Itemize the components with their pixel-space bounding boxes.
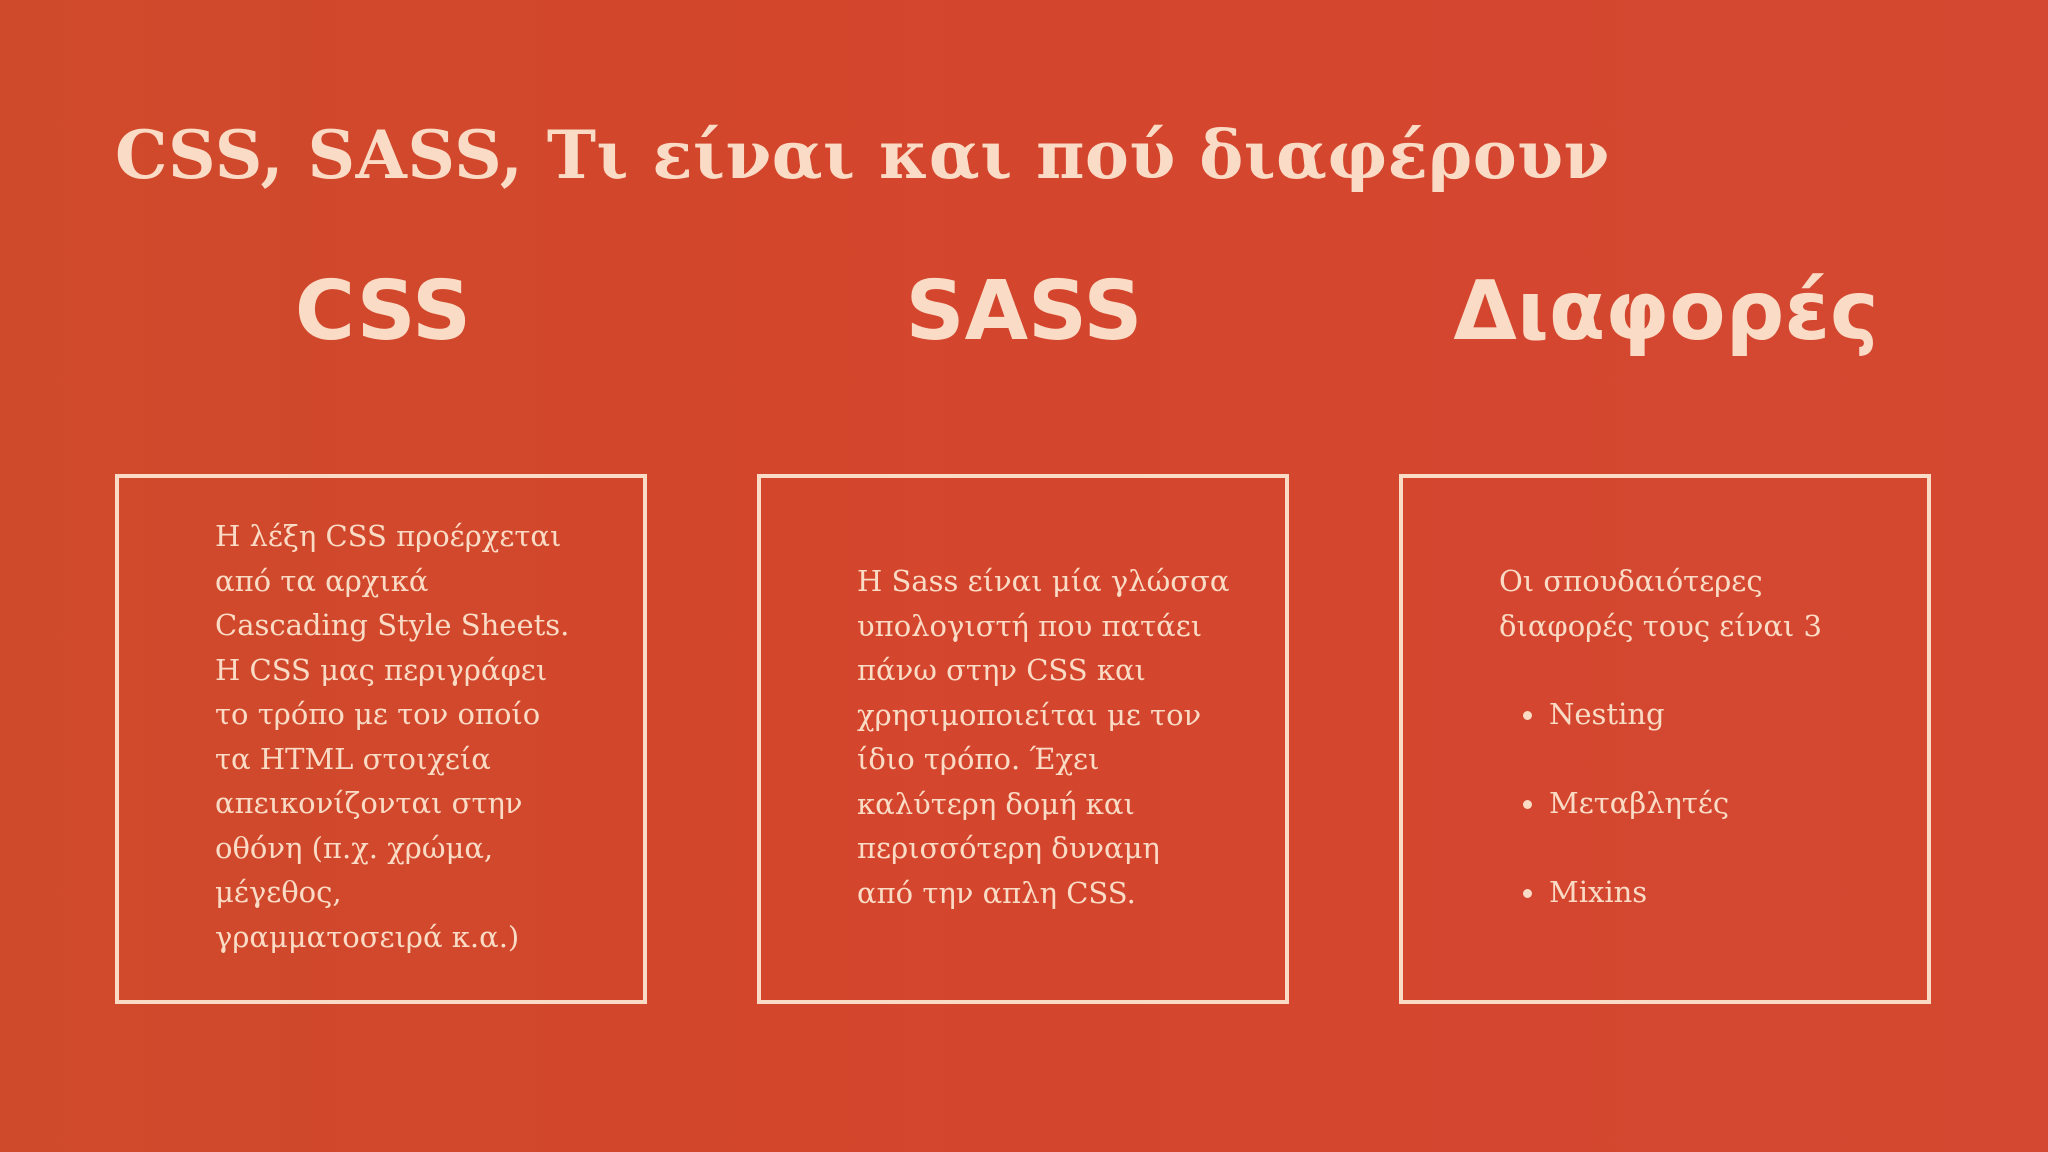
column-heading-sass: SASS [905, 264, 1143, 359]
differences-list [1523, 692, 1729, 959]
column-heading-css: CSS [294, 264, 472, 359]
sass-line: καλύτερη δομή και [857, 786, 1135, 821]
slide-title: CSS, SASS, Τι είναι και πού διαφέρουν [115, 116, 1610, 194]
list-item [1523, 781, 1729, 826]
list-item-label: Nesting [1549, 697, 1665, 731]
differences-intro-text [1499, 559, 1822, 648]
css-line: από τα αρχικά [215, 563, 429, 598]
css-line: το τρόπο με τον οποίο [215, 697, 541, 731]
sass-line: υπολογιστή που πατάει [857, 608, 1203, 643]
differences-line: Οι σπουδαιότερες [1499, 564, 1763, 598]
sass-line: Η Sass είναι μία γλώσσα [857, 564, 1230, 598]
css-line: απεικονίζονται στην [215, 786, 523, 820]
css-line: οθόνη (π.χ. χρώμα, [215, 830, 494, 865]
css-line: μέγεθος, [215, 875, 342, 909]
differences-box [1399, 474, 1931, 1004]
list-item-label: Mixins [1549, 875, 1648, 909]
differences-line: διαφορές τους είναι 3 [1499, 608, 1822, 643]
css-line: Cascading Style Sheets. [215, 608, 570, 642]
list-item [1523, 870, 1729, 915]
sass-line: από την απλη CSS. [857, 875, 1136, 910]
sass-line: ίδιο τρόπο. Έχει [857, 742, 1100, 776]
css-description-box [115, 474, 647, 1004]
sass-line: πάνω στην CSS και [857, 653, 1146, 687]
bullet-dot-icon [1523, 711, 1532, 720]
sass-description-box [757, 474, 1289, 1004]
column-heading-differences: Διαφορές [1453, 264, 1879, 359]
css-line: τα HTML στοιχεία [215, 741, 491, 776]
list-item-label: Μεταβλητές [1549, 786, 1730, 820]
bullet-dot-icon [1523, 889, 1532, 898]
sass-line: περισσότερη δυναμη [857, 831, 1160, 865]
css-line: γραμματοσειρά κ.α.) [215, 919, 520, 954]
css-line: Η CSS μας περιγράφει [215, 652, 548, 687]
css-description-text [215, 514, 569, 959]
css-line: Η λέξη CSS προέρχεται [215, 519, 562, 553]
bullet-dot-icon [1523, 800, 1532, 809]
sass-description-text [857, 559, 1229, 915]
list-item [1523, 692, 1729, 737]
sass-line: χρησιμοποιείται με τον [857, 697, 1202, 732]
